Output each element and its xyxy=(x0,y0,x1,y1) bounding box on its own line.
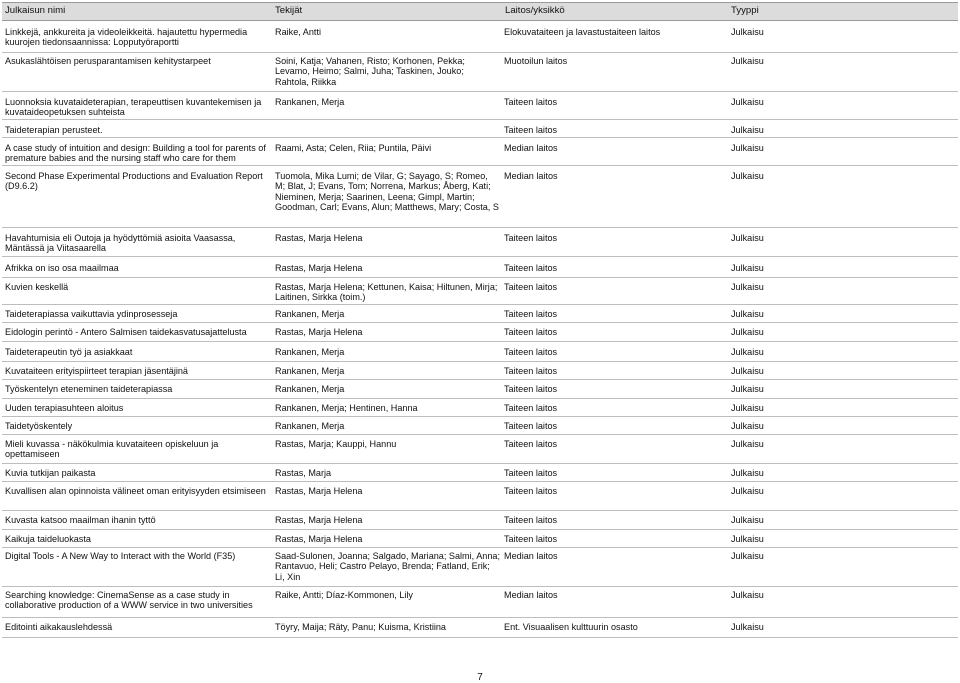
publication-unit: Taiteen laitos xyxy=(504,97,558,107)
page-number: 7 xyxy=(477,672,483,683)
publication-unit: Taiteen laitos xyxy=(504,125,558,135)
publication-unit: Taiteen laitos xyxy=(504,439,558,449)
publication-type: Julkaisu xyxy=(731,551,764,561)
publication-unit: Taiteen laitos xyxy=(504,486,558,496)
publication-unit: Taiteen laitos xyxy=(504,366,558,376)
row-divider xyxy=(2,322,958,323)
publication-type: Julkaisu xyxy=(731,534,764,544)
publication-unit: Median laitos xyxy=(504,551,558,561)
publication-title: Kaikuja taideluokasta xyxy=(5,534,91,544)
publication-authors: Rastas, Marja Helena xyxy=(275,327,363,337)
header-unit: Laitos/yksikkö xyxy=(505,5,565,16)
row-divider xyxy=(2,256,958,257)
publication-authors: Rankanen, Merja xyxy=(275,421,345,431)
publication-authors: Rankanen, Merja xyxy=(275,309,345,319)
publication-unit: Taiteen laitos xyxy=(504,327,558,337)
row-divider xyxy=(2,547,958,548)
publication-unit: Median laitos xyxy=(504,143,558,153)
publication-type: Julkaisu xyxy=(731,143,764,153)
header-title: Julkaisun nimi xyxy=(5,5,66,16)
publication-authors: Raami, Asta; Celen, Riia; Puntila, Päivi xyxy=(275,143,432,153)
row-divider xyxy=(2,52,958,53)
publication-title: A case study of intuition and design: Building a tool for parents of premature babies and the nursing staff who care for them xyxy=(5,143,266,164)
publication-authors: Rastas, Marja Helena xyxy=(275,515,363,525)
row-divider xyxy=(2,379,958,380)
publication-title: Taideterapeutin työ ja asiakkaat xyxy=(5,347,133,357)
publication-authors: Rastas, Marja Helena; Kettunen, Kaisa; Hiltunen, Mirja; Laitinen, Sirkka (toim.) xyxy=(275,282,498,303)
publication-authors: Rastas, Marja Helena xyxy=(275,534,363,544)
publication-type: Julkaisu xyxy=(731,282,764,292)
publication-type: Julkaisu xyxy=(731,622,764,632)
row-divider xyxy=(2,91,958,92)
publication-title: Kuvallisen alan opinnoista välineet oman erityisyyden etsimiseen xyxy=(5,486,266,496)
row-divider xyxy=(2,277,958,278)
publication-type: Julkaisu xyxy=(731,486,764,496)
publication-unit: Elokuvataiteen ja lavastustaiteen laitos xyxy=(504,27,661,37)
publication-authors: Raike, Antti xyxy=(275,27,321,37)
publication-authors: Rankanen, Merja xyxy=(275,97,345,107)
publication-title: Uuden terapiasuhteen aloitus xyxy=(5,403,124,413)
publication-unit: Muotoilun laitos xyxy=(504,56,568,66)
publication-authors: Rankanen, Merja xyxy=(275,384,345,394)
publication-title: Kuvataiteen erityispiirteet terapian jäsentäjinä xyxy=(5,366,188,376)
row-divider xyxy=(2,617,958,618)
publication-title: Kuvia tutkijan paikasta xyxy=(5,468,96,478)
publication-unit: Taiteen laitos xyxy=(504,403,558,413)
publication-type: Julkaisu xyxy=(731,347,764,357)
row-divider xyxy=(2,341,958,342)
publication-type: Julkaisu xyxy=(731,384,764,394)
row-divider xyxy=(2,398,958,399)
publication-title: Luonnoksia kuvataideterapian, terapeuttisen kuvantekemisen ja kuvataideopetuksen suhteista xyxy=(5,97,262,118)
publication-unit: Ent. Visuaalisen kulttuurin osasto xyxy=(504,622,638,632)
publication-authors: Rankanen, Merja; Hentinen, Hanna xyxy=(275,403,418,413)
publication-unit: Taiteen laitos xyxy=(504,468,558,478)
publication-title: Kuvasta katsoo maailman ihanin tyttö xyxy=(5,515,156,525)
publication-title: Työskentelyn eteneminen taideterapiassa xyxy=(5,384,173,394)
publication-type: Julkaisu xyxy=(731,403,764,413)
row-divider xyxy=(2,637,958,638)
row-divider xyxy=(2,481,958,482)
publication-title: Searching knowledge: CinemaSense as a case study in collaborative production of a WWW service in two universities xyxy=(5,590,253,611)
publication-type: Julkaisu xyxy=(731,233,764,243)
table-header xyxy=(2,2,958,21)
publication-title: Kuvien keskellä xyxy=(5,282,69,292)
publication-authors: Rankanen, Merja xyxy=(275,347,345,357)
publication-type: Julkaisu xyxy=(731,327,764,337)
publication-unit: Median laitos xyxy=(504,171,558,181)
publication-authors: Rastas, Marja; Kauppi, Hannu xyxy=(275,439,397,449)
row-divider xyxy=(2,510,958,511)
publication-unit: Taiteen laitos xyxy=(504,347,558,357)
publication-authors: Rastas, Marja Helena xyxy=(275,233,363,243)
row-divider xyxy=(2,165,958,166)
publication-type: Julkaisu xyxy=(731,309,764,319)
publication-unit: Taiteen laitos xyxy=(504,282,558,292)
publication-type: Julkaisu xyxy=(731,171,764,181)
publication-unit: Taiteen laitos xyxy=(504,309,558,319)
row-divider xyxy=(2,434,958,435)
publication-title: Taidetyöskentely xyxy=(5,421,73,431)
row-divider xyxy=(2,137,958,138)
publication-authors: Töyry, Maija; Räty, Panu; Kuisma, Kristiina xyxy=(275,622,446,632)
row-divider xyxy=(2,586,958,587)
publication-type: Julkaisu xyxy=(731,125,764,135)
publication-title: Editointi aikakauslehdessä xyxy=(5,622,113,632)
publication-type: Julkaisu xyxy=(731,97,764,107)
publication-title: Second Phase Experimental Productions and Evaluation Report (D9.6.2) xyxy=(5,171,263,192)
publication-unit: Taiteen laitos xyxy=(504,421,558,431)
header-authors: Tekijät xyxy=(275,5,303,16)
publication-authors: Tuomola, Mika Lumi; de Vilar, G; Sayago, S; Romeo, M; Blat, J; Evans, Tom; Norrena, Markus; Åberg, Kati; Nieminen, Merja; Saarinen, Leena; Gimpl, Martin; Goodman, Carl; Evans, Alun; Matthews, Mary; Costa, S xyxy=(275,171,499,213)
row-divider xyxy=(2,119,958,120)
publication-title: Mieli kuvassa - näkökulmia kuvataiteen opiskeluun ja opettamiseen xyxy=(5,439,219,460)
row-divider xyxy=(2,463,958,464)
publication-type: Julkaisu xyxy=(731,421,764,431)
publication-unit: Taiteen laitos xyxy=(504,515,558,525)
row-divider xyxy=(2,227,958,228)
publication-authors: Rankanen, Merja xyxy=(275,366,345,376)
publication-title: Taideterapiassa vaikuttavia ydinprosesseja xyxy=(5,309,178,319)
publication-title: Afrikka on iso osa maailmaa xyxy=(5,263,119,273)
publication-type: Julkaisu xyxy=(731,590,764,600)
header-type: Tyyppi xyxy=(731,5,759,16)
publication-authors: Raike, Antti; Díaz-Kommonen, Lily xyxy=(275,590,413,600)
publication-title: Taideterapian perusteet. xyxy=(5,125,103,135)
row-divider xyxy=(2,304,958,305)
publication-unit: Median laitos xyxy=(504,590,558,600)
publication-title: Digital Tools - A New Way to Interact with the World (F35) xyxy=(5,551,236,561)
publication-title: Asukaslähtöisen perusparantamisen kehitystarpeet xyxy=(5,56,211,66)
publication-title: Linkkejä, ankkureita ja videoleikkeitä. hajautettu hypermedia kuurojen tiedonsaannissa: Lopputyöraportti xyxy=(5,27,248,48)
publication-type: Julkaisu xyxy=(731,366,764,376)
publication-title: Eidologin perintö - Antero Salmisen taidekasvatusajattelusta xyxy=(5,327,247,337)
publication-authors: Saad-Sulonen, Joanna; Salgado, Mariana; Salmi, Anna; Rantavuo, Heli; Castro Pelayo, Brenda; Fatland, Erik; Li, Xin xyxy=(275,551,500,582)
publication-authors: Rastas, Marja xyxy=(275,468,332,478)
publication-unit: Taiteen laitos xyxy=(504,263,558,273)
row-divider xyxy=(2,361,958,362)
publication-type: Julkaisu xyxy=(731,468,764,478)
publication-unit: Taiteen laitos xyxy=(504,384,558,394)
publication-type: Julkaisu xyxy=(731,56,764,66)
publication-title: Havahtumisia eli Outoja ja hyödyttömiä asioita Vaasassa, Mäntässä ja Viitasaarella xyxy=(5,233,236,254)
publication-type: Julkaisu xyxy=(731,515,764,525)
publication-authors: Rastas, Marja Helena xyxy=(275,263,363,273)
publication-authors: Soini, Katja; Vahanen, Risto; Korhonen, Pekka; Levamo, Heimo; Salmi, Juha; Taskinen, Jouko; Rahtola, Riikka xyxy=(275,56,465,87)
publication-type: Julkaisu xyxy=(731,27,764,37)
row-divider xyxy=(2,416,958,417)
publication-unit: Taiteen laitos xyxy=(504,534,558,544)
publication-authors: Rastas, Marja Helena xyxy=(275,486,363,496)
row-divider xyxy=(2,529,958,530)
publication-type: Julkaisu xyxy=(731,439,764,449)
publication-type: Julkaisu xyxy=(731,263,764,273)
publication-unit: Taiteen laitos xyxy=(504,233,558,243)
